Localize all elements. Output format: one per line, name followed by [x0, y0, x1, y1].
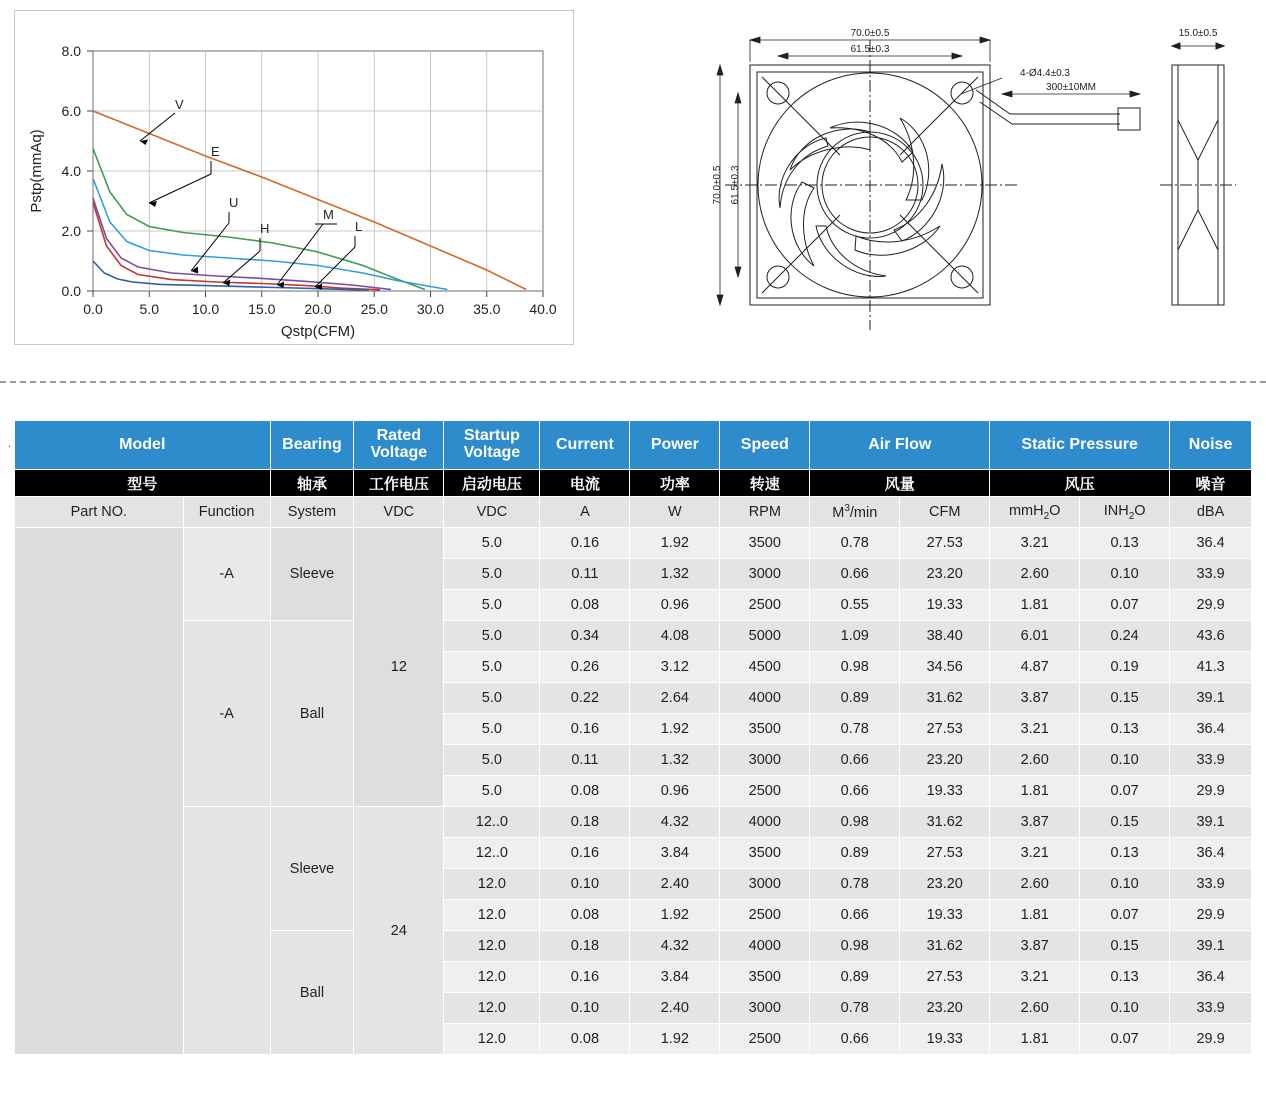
mechanical-drawing-panel [650, 10, 1250, 340]
cell-startup: 5.0 [444, 528, 540, 559]
svg-text:0.0: 0.0 [83, 301, 103, 317]
cell-mmh2o: 3.21 [990, 714, 1080, 745]
header-air-flow-cn: 风量 [810, 470, 990, 497]
header-power-cn: 功率 [630, 470, 720, 497]
cell-startup: 5.0 [444, 559, 540, 590]
svg-text:V: V [175, 97, 184, 112]
svg-text:25.0: 25.0 [360, 301, 388, 317]
header-speed-cn: 转速 [720, 470, 810, 497]
corner-dot: . [8, 438, 12, 450]
cell-current: 0.16 [540, 962, 630, 993]
cell-bearing: Sleeve [270, 528, 354, 621]
cell-speed: 3500 [720, 528, 810, 559]
cell-inh2o: 0.15 [1080, 807, 1170, 838]
cell-mmh2o: 1.81 [990, 776, 1080, 807]
cell-cfm: 27.53 [900, 838, 990, 869]
cell-inh2o: 0.10 [1080, 869, 1170, 900]
cell-mmh2o: 3.87 [990, 931, 1080, 962]
cell-dba: 36.4 [1170, 962, 1252, 993]
cell-mmh2o: 2.60 [990, 869, 1080, 900]
cell-speed: 2500 [720, 1024, 810, 1055]
cell-inh2o: 0.15 [1080, 931, 1170, 962]
cell-speed: 4000 [720, 931, 810, 962]
cell-speed: 5000 [720, 621, 810, 652]
cell-mmh2o: 6.01 [990, 621, 1080, 652]
cell-dba: 29.9 [1170, 776, 1252, 807]
svg-text:E: E [211, 144, 220, 159]
cell-cfm: 19.33 [900, 590, 990, 621]
unit-part-no: Part NO. [15, 497, 184, 528]
header-noise: Noise [1170, 421, 1252, 470]
cell-power: 1.92 [630, 1024, 720, 1055]
cell-dba: 43.6 [1170, 621, 1252, 652]
cell-current: 0.11 [540, 559, 630, 590]
table-row [15, 528, 1252, 559]
cell-mmh2o: 3.87 [990, 807, 1080, 838]
header-bearing: Bearing [270, 421, 354, 470]
cell-dba: 39.1 [1170, 683, 1252, 714]
cell-startup: 12.0 [444, 931, 540, 962]
section-divider [0, 381, 1266, 383]
cell-inh2o: 0.13 [1080, 962, 1170, 993]
cell-m3: 0.89 [810, 838, 900, 869]
unit-startup-vdc: VDC [444, 497, 540, 528]
header-startup-voltage: Startup Voltage [444, 421, 540, 470]
cell-mmh2o: 3.21 [990, 962, 1080, 993]
cell-mmh2o: 2.60 [990, 993, 1080, 1024]
cell-dba: 33.9 [1170, 745, 1252, 776]
svg-text:4.0: 4.0 [61, 163, 81, 179]
cell-power: 3.12 [630, 652, 720, 683]
cell-m3: 0.66 [810, 745, 900, 776]
header-air-flow: Air Flow [810, 421, 990, 470]
cell-cfm: 27.53 [900, 962, 990, 993]
header-speed: Speed [720, 421, 810, 470]
cell-inh2o: 0.13 [1080, 528, 1170, 559]
unit-mmh2o: mmH$_2$O [990, 497, 1080, 528]
svg-text:40.0: 40.0 [529, 301, 557, 317]
cell-current: 0.18 [540, 807, 630, 838]
cell-dba: 41.3 [1170, 652, 1252, 683]
cell-cfm: 23.20 [900, 745, 990, 776]
svg-text:Qstp(CFM): Qstp(CFM) [280, 323, 356, 340]
cell-inh2o: 0.19 [1080, 652, 1170, 683]
cell-power: 1.32 [630, 745, 720, 776]
dim-top-width: 70.0±0.5 [850, 28, 890, 39]
svg-text:L: L [355, 219, 363, 234]
table-header-cn [15, 470, 1252, 497]
cell-inh2o: 0.10 [1080, 745, 1170, 776]
cell-dba: 29.9 [1170, 1024, 1252, 1055]
svg-text:2.0: 2.0 [61, 223, 81, 239]
svg-text:0.0: 0.0 [61, 283, 81, 299]
cell-function [183, 807, 270, 1055]
cell-mmh2o: 1.81 [990, 900, 1080, 931]
svg-text:35.0: 35.0 [473, 301, 501, 317]
cell-m3: 0.66 [810, 1024, 900, 1055]
cell-inh2o: 0.15 [1080, 683, 1170, 714]
cell-startup: 12.0 [444, 962, 540, 993]
cell-dba: 36.4 [1170, 838, 1252, 869]
cell-speed: 3000 [720, 745, 810, 776]
cell-inh2o: 0.13 [1080, 714, 1170, 745]
unit-power-w: W [630, 497, 720, 528]
cell-cfm: 31.62 [900, 807, 990, 838]
cell-power: 2.64 [630, 683, 720, 714]
dim-inner-width: 61.5±0.3 [850, 44, 890, 55]
svg-text:8.0: 8.0 [61, 43, 81, 59]
cell-speed: 3500 [720, 838, 810, 869]
cell-m3: 0.66 [810, 900, 900, 931]
cell-cfm: 19.33 [900, 1024, 990, 1055]
cell-current: 0.18 [540, 931, 630, 962]
cell-power: 1.32 [630, 559, 720, 590]
table-header-units [15, 497, 1252, 528]
cell-mmh2o: 1.81 [990, 590, 1080, 621]
cell-m3: 0.89 [810, 962, 900, 993]
cell-power: 2.40 [630, 869, 720, 900]
cell-startup: 5.0 [444, 683, 540, 714]
cell-power: 4.32 [630, 807, 720, 838]
header-current: Current [540, 421, 630, 470]
cell-current: 0.16 [540, 528, 630, 559]
cell-startup: 12.0 [444, 1024, 540, 1055]
cell-inh2o: 0.13 [1080, 838, 1170, 869]
cell-m3: 0.78 [810, 993, 900, 1024]
svg-text:6.0: 6.0 [61, 103, 81, 119]
svg-text:H: H [260, 221, 270, 236]
cell-m3: 0.98 [810, 807, 900, 838]
header-power: Power [630, 421, 720, 470]
cell-speed: 2500 [720, 776, 810, 807]
cell-cfm: 31.62 [900, 683, 990, 714]
cell-power: 1.92 [630, 528, 720, 559]
cell-m3: 0.98 [810, 931, 900, 962]
cell-m3: 0.66 [810, 776, 900, 807]
cell-m3: 1.09 [810, 621, 900, 652]
cell-speed: 2500 [720, 590, 810, 621]
header-current-cn: 电流 [540, 470, 630, 497]
table-body [15, 528, 1252, 1055]
cell-function: -A [183, 621, 270, 807]
cell-speed: 3000 [720, 559, 810, 590]
cell-inh2o: 0.07 [1080, 900, 1170, 931]
cell-dba: 39.1 [1170, 807, 1252, 838]
cell-current: 0.10 [540, 869, 630, 900]
cell-power: 1.92 [630, 900, 720, 931]
cell-dba: 36.4 [1170, 714, 1252, 745]
dim-hole-note: 4-Ø4.4±0.3 [1020, 68, 1070, 79]
cell-mmh2o: 3.21 [990, 838, 1080, 869]
cell-m3: 0.89 [810, 683, 900, 714]
cell-rated-voltage: 24 [354, 807, 444, 1055]
svg-text:M: M [323, 207, 334, 222]
cell-m3: 0.66 [810, 559, 900, 590]
cell-mmh2o: 2.60 [990, 559, 1080, 590]
cell-mmh2o: 1.81 [990, 1024, 1080, 1055]
cell-current: 0.11 [540, 745, 630, 776]
cell-current: 0.16 [540, 838, 630, 869]
cell-startup: 12.0 [444, 993, 540, 1024]
table-row [15, 807, 1252, 838]
unit-function: Function [183, 497, 270, 528]
cell-part-no [15, 528, 184, 1055]
header-startup-voltage-cn: 启动电压 [444, 470, 540, 497]
cell-dba: 36.4 [1170, 528, 1252, 559]
cell-cfm: 38.40 [900, 621, 990, 652]
header-static-pressure: Static Pressure [990, 421, 1170, 470]
cell-function: -A [183, 528, 270, 621]
cell-current: 0.08 [540, 1024, 630, 1055]
dim-side-thickness: 15.0±0.5 [1178, 28, 1218, 39]
performance-chart-panel [14, 10, 574, 345]
fan-mechanical-drawing [650, 10, 1250, 340]
svg-text:U: U [229, 195, 239, 210]
unit-system: System [270, 497, 354, 528]
top-illustrations [0, 0, 1266, 360]
cell-startup: 5.0 [444, 652, 540, 683]
cell-m3: 0.55 [810, 590, 900, 621]
dim-lead-length: 300±10MM [1046, 82, 1096, 93]
svg-text:20.0: 20.0 [304, 301, 332, 317]
unit-cfm: CFM [900, 497, 990, 528]
unit-m3min: $M^3/\min$ [810, 497, 900, 528]
cell-dba: 33.9 [1170, 559, 1252, 590]
cell-speed: 3000 [720, 993, 810, 1024]
cell-startup: 12.0 [444, 869, 540, 900]
cell-power: 0.96 [630, 590, 720, 621]
cell-speed: 3000 [720, 869, 810, 900]
cell-current: 0.34 [540, 621, 630, 652]
cell-current: 0.08 [540, 900, 630, 931]
cell-cfm: 27.53 [900, 528, 990, 559]
cell-startup: 5.0 [444, 621, 540, 652]
cell-cfm: 19.33 [900, 900, 990, 931]
cell-inh2o: 0.10 [1080, 559, 1170, 590]
cell-cfm: 23.20 [900, 559, 990, 590]
cell-speed: 3500 [720, 962, 810, 993]
cell-mmh2o: 3.87 [990, 683, 1080, 714]
header-model: Model [15, 421, 271, 470]
header-rated-voltage: Rated Voltage [354, 421, 444, 470]
cell-startup: 5.0 [444, 745, 540, 776]
cell-current: 0.10 [540, 993, 630, 1024]
svg-text:5.0: 5.0 [139, 301, 159, 317]
header-bearing-cn: 轴承 [270, 470, 354, 497]
specification-table [14, 420, 1252, 1055]
cell-dba: 33.9 [1170, 993, 1252, 1024]
unit-rated-vdc: VDC [354, 497, 444, 528]
cell-inh2o: 0.07 [1080, 776, 1170, 807]
cell-speed: 4000 [720, 807, 810, 838]
cell-speed: 4000 [720, 683, 810, 714]
cell-cfm: 23.20 [900, 993, 990, 1024]
cell-bearing: Ball [270, 621, 354, 807]
cell-cfm: 27.53 [900, 714, 990, 745]
cell-mmh2o: 3.21 [990, 528, 1080, 559]
header-rated-voltage-cn: 工作电压 [354, 470, 444, 497]
cell-power: 1.92 [630, 714, 720, 745]
cell-speed: 3500 [720, 714, 810, 745]
cell-inh2o: 0.07 [1080, 590, 1170, 621]
cell-cfm: 31.62 [900, 931, 990, 962]
cell-power: 3.84 [630, 838, 720, 869]
table-header-en [15, 421, 1252, 470]
cell-startup: 12..0 [444, 838, 540, 869]
cell-power: 0.96 [630, 776, 720, 807]
cell-mmh2o: 2.60 [990, 745, 1080, 776]
cell-dba: 39.1 [1170, 931, 1252, 962]
unit-inh2o: $INH_2O$ [1080, 497, 1170, 528]
cell-current: 0.26 [540, 652, 630, 683]
unit-speed-rpm: RPM [720, 497, 810, 528]
cell-inh2o: 0.07 [1080, 1024, 1170, 1055]
cell-bearing: Sleeve [270, 807, 354, 931]
cell-power: 2.40 [630, 993, 720, 1024]
cell-cfm: 34.56 [900, 652, 990, 683]
cell-current: 0.22 [540, 683, 630, 714]
cell-current: 0.08 [540, 776, 630, 807]
cell-dba: 29.9 [1170, 590, 1252, 621]
svg-text:30.0: 30.0 [416, 301, 445, 317]
cell-m3: 0.78 [810, 869, 900, 900]
cell-startup: 12..0 [444, 807, 540, 838]
header-noise-cn: 噪音 [1170, 470, 1252, 497]
specification-table-wrapper [14, 420, 1254, 1055]
cell-startup: 5.0 [444, 714, 540, 745]
svg-text:15.0: 15.0 [248, 301, 276, 317]
header-model-cn: 型号 [15, 470, 271, 497]
svg-text:Pstp(mmAq): Pstp(mmAq) [28, 129, 45, 213]
cell-dba: 29.9 [1170, 900, 1252, 931]
cell-startup: 5.0 [444, 776, 540, 807]
cell-inh2o: 0.24 [1080, 621, 1170, 652]
cell-startup: 12.0 [444, 900, 540, 931]
cell-bearing: Ball [270, 931, 354, 1055]
header-static-pressure-cn: 风压 [990, 470, 1170, 497]
cell-mmh2o: 4.87 [990, 652, 1080, 683]
cell-power: 4.32 [630, 931, 720, 962]
cell-speed: 2500 [720, 900, 810, 931]
cell-cfm: 19.33 [900, 776, 990, 807]
cell-rated-voltage: 12 [354, 528, 444, 807]
cell-power: 3.84 [630, 962, 720, 993]
cell-m3: 0.78 [810, 714, 900, 745]
unit-current-a: A [540, 497, 630, 528]
cell-current: 0.16 [540, 714, 630, 745]
performance-chart [15, 11, 573, 344]
table-row [15, 621, 1252, 652]
cell-speed: 4500 [720, 652, 810, 683]
cell-m3: 0.78 [810, 528, 900, 559]
cell-startup: 5.0 [444, 590, 540, 621]
cell-power: 4.08 [630, 621, 720, 652]
cell-m3: 0.98 [810, 652, 900, 683]
svg-text:10.0: 10.0 [191, 301, 220, 317]
unit-dba: dBA [1170, 497, 1252, 528]
dim-left-height: 70.0±0.5 [712, 165, 723, 205]
dim-left-inner-height: 61.5±0.3 [730, 165, 741, 205]
cell-inh2o: 0.10 [1080, 993, 1170, 1024]
cell-current: 0.08 [540, 590, 630, 621]
cell-dba: 33.9 [1170, 869, 1252, 900]
cell-cfm: 23.20 [900, 869, 990, 900]
